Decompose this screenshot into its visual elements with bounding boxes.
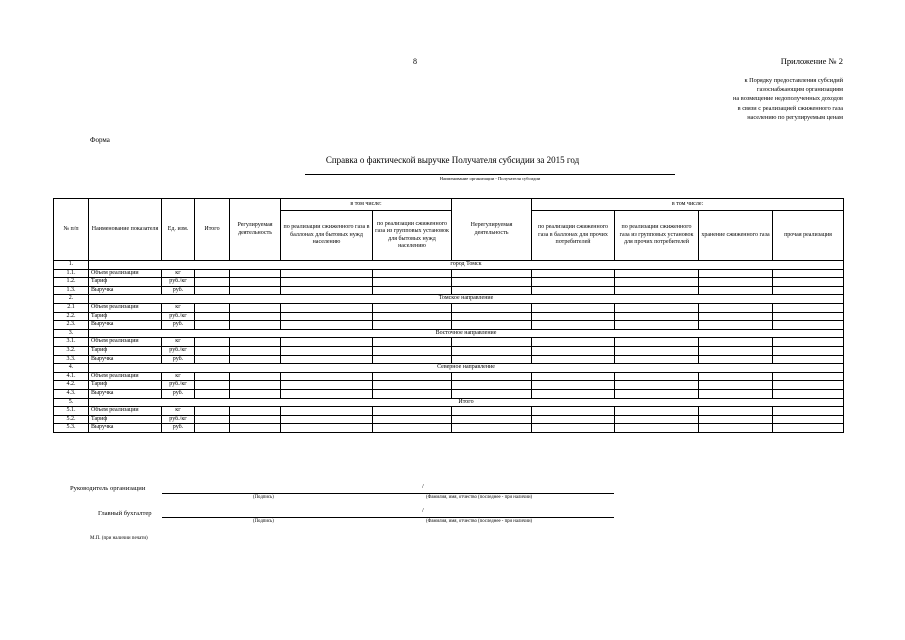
section-title: город Томск [89, 261, 844, 270]
header-regulated: Регулируемая деятельность [230, 199, 281, 261]
head-label: Руководитель организации [70, 485, 146, 492]
table-row [54, 346, 844, 355]
value-cell[interactable] [373, 372, 452, 381]
section-row [54, 398, 844, 407]
row-name: Объем реализации [89, 338, 162, 347]
value-cell[interactable] [615, 278, 699, 287]
row-name: Выручка [89, 321, 162, 330]
value-cell[interactable] [230, 338, 281, 347]
value-cell[interactable] [281, 321, 373, 330]
section-number: 5. [54, 398, 89, 407]
row-unit: руб. [162, 355, 195, 364]
value-cell[interactable] [230, 372, 281, 381]
value-cell[interactable] [195, 355, 230, 364]
table-row [54, 321, 844, 330]
section-title: Томское направление [89, 295, 844, 304]
row-number: 3.3. [54, 355, 89, 364]
value-cell[interactable] [195, 381, 230, 390]
org-name-caption: Наименование организации - Получателя субсидии [439, 176, 541, 181]
value-cell[interactable] [230, 278, 281, 287]
row-number: 2.3. [54, 321, 89, 330]
row-unit: руб. [162, 389, 195, 398]
value-cell[interactable] [452, 321, 532, 330]
row-number: 1.3. [54, 286, 89, 295]
value-cell[interactable] [773, 355, 844, 364]
value-cell[interactable] [230, 407, 281, 416]
value-cell[interactable] [532, 389, 615, 398]
value-cell[interactable] [373, 303, 452, 312]
table-row [54, 338, 844, 347]
value-cell[interactable] [773, 389, 844, 398]
accountant-signature-caption: (Подпись) [253, 519, 274, 524]
value-cell[interactable] [699, 346, 773, 355]
row-number: 5.1. [54, 407, 89, 416]
value-cell[interactable] [373, 355, 452, 364]
value-cell[interactable] [615, 312, 699, 321]
value-cell[interactable] [373, 278, 452, 287]
value-cell[interactable] [373, 346, 452, 355]
value-cell[interactable] [281, 407, 373, 416]
value-cell[interactable] [373, 321, 452, 330]
value-cell[interactable] [532, 286, 615, 295]
appendix-label: Приложение № 2 [780, 56, 843, 66]
row-number: 4.2. [54, 381, 89, 390]
table-row [54, 269, 844, 278]
value-cell[interactable] [230, 312, 281, 321]
note-line: на возмещение недополученных доходов [733, 95, 843, 103]
value-cell[interactable] [699, 424, 773, 433]
note-line: к Порядку предоставления субсидий [744, 77, 843, 84]
value-cell[interactable] [452, 269, 532, 278]
table-row [54, 407, 844, 416]
table-row [54, 424, 844, 433]
value-cell[interactable] [195, 269, 230, 278]
value-cell[interactable] [532, 303, 615, 312]
row-name: Тариф [89, 278, 162, 287]
value-cell[interactable] [452, 346, 532, 355]
value-cell[interactable] [230, 389, 281, 398]
head-signature-caption: (Подпись) [253, 495, 274, 500]
value-cell[interactable] [532, 407, 615, 416]
value-cell[interactable] [195, 407, 230, 416]
value-cell[interactable] [615, 269, 699, 278]
value-cell[interactable] [532, 312, 615, 321]
value-cell[interactable] [615, 286, 699, 295]
value-cell[interactable] [532, 269, 615, 278]
row-name: Выручка [89, 286, 162, 295]
value-cell[interactable] [532, 424, 615, 433]
value-cell[interactable] [452, 286, 532, 295]
row-number: 1.2. [54, 278, 89, 287]
note-line: газоснабжающим организациям [756, 86, 843, 94]
value-cell[interactable] [699, 372, 773, 381]
value-cell[interactable] [699, 269, 773, 278]
value-cell[interactable] [195, 321, 230, 330]
value-cell[interactable] [230, 424, 281, 433]
section-row [54, 364, 844, 373]
value-cell[interactable] [373, 338, 452, 347]
head-signature-line [162, 493, 614, 494]
header-including: в том числе: [281, 199, 452, 211]
value-cell[interactable] [230, 303, 281, 312]
value-cell[interactable] [230, 321, 281, 330]
value-cell[interactable] [281, 338, 373, 347]
row-unit: кг [162, 407, 195, 416]
value-cell[interactable] [373, 286, 452, 295]
table-row [54, 303, 844, 312]
value-cell[interactable] [195, 415, 230, 424]
value-cell[interactable] [452, 415, 532, 424]
row-unit: руб. [162, 286, 195, 295]
row-number: 3.1. [54, 338, 89, 347]
page-number: 8 [413, 57, 417, 66]
section-number: 4. [54, 364, 89, 373]
head-slash: / [422, 483, 424, 490]
row-number: 5.3. [54, 424, 89, 433]
value-cell[interactable] [281, 286, 373, 295]
row-name: Объем реализации [89, 372, 162, 381]
accountant-label: Главный бухгалтер [98, 510, 152, 517]
value-cell[interactable] [230, 355, 281, 364]
row-unit: кг [162, 303, 195, 312]
table-row [54, 381, 844, 390]
value-cell[interactable] [773, 346, 844, 355]
value-cell[interactable] [532, 278, 615, 287]
value-cell[interactable] [615, 407, 699, 416]
row-number: 4.3. [54, 389, 89, 398]
header-other-balloons: по реализации сжиженного газа в баллонах для прочих потребителей [532, 211, 615, 261]
header-other-group: по реализации сжиженного газа из групповых установок для прочих потребителей [615, 211, 699, 261]
value-cell[interactable] [281, 303, 373, 312]
header-including-2: в том числе: [532, 199, 844, 211]
value-cell[interactable] [230, 286, 281, 295]
section-title: Итого [89, 398, 844, 407]
value-cell[interactable] [615, 381, 699, 390]
value-cell[interactable] [195, 278, 230, 287]
value-cell[interactable] [373, 312, 452, 321]
value-cell[interactable] [452, 424, 532, 433]
section-row [54, 295, 844, 304]
row-unit: руб./кг [162, 346, 195, 355]
value-cell[interactable] [195, 286, 230, 295]
row-name: Объем реализации [89, 407, 162, 416]
header-household-group: по реализации сжиженного газа из групповых установок для бытовых нужд населению [373, 211, 452, 261]
value-cell[interactable] [699, 278, 773, 287]
form-label: Форма [90, 136, 110, 144]
row-name: Тариф [89, 346, 162, 355]
table-row [54, 372, 844, 381]
value-cell[interactable] [773, 278, 844, 287]
row-unit: руб. [162, 424, 195, 433]
value-cell[interactable] [615, 303, 699, 312]
value-cell[interactable] [281, 424, 373, 433]
row-number: 4.1. [54, 372, 89, 381]
section-number: 2. [54, 295, 89, 304]
value-cell[interactable] [699, 355, 773, 364]
value-cell[interactable] [373, 269, 452, 278]
value-cell[interactable] [615, 355, 699, 364]
value-cell[interactable] [195, 372, 230, 381]
value-cell[interactable] [230, 415, 281, 424]
row-name: Выручка [89, 424, 162, 433]
accountant-signature-line [162, 517, 614, 518]
table-row [54, 415, 844, 424]
accountant-name-caption: (Фамилия, имя, отчество (последнее - при наличии) [426, 519, 533, 524]
value-cell[interactable] [281, 269, 373, 278]
section-number: 1. [54, 261, 89, 270]
table-row [54, 278, 844, 287]
value-cell[interactable] [615, 338, 699, 347]
value-cell[interactable] [452, 389, 532, 398]
value-cell[interactable] [773, 338, 844, 347]
value-cell[interactable] [195, 303, 230, 312]
header-num: № п/п [54, 199, 89, 261]
value-cell[interactable] [773, 381, 844, 390]
row-unit: руб./кг [162, 415, 195, 424]
value-cell[interactable] [452, 278, 532, 287]
value-cell[interactable] [773, 415, 844, 424]
value-cell[interactable] [532, 381, 615, 390]
value-cell[interactable] [699, 415, 773, 424]
value-cell[interactable] [699, 389, 773, 398]
value-cell[interactable] [195, 389, 230, 398]
value-cell[interactable] [699, 338, 773, 347]
header-name: Наименование показателя [89, 199, 162, 261]
value-cell[interactable] [281, 381, 373, 390]
value-cell[interactable] [532, 415, 615, 424]
value-cell[interactable] [195, 346, 230, 355]
row-unit: руб./кг [162, 312, 195, 321]
value-cell[interactable] [773, 372, 844, 381]
row-name: Тариф [89, 381, 162, 390]
value-cell[interactable] [532, 372, 615, 381]
row-number: 2.2. [54, 312, 89, 321]
header-household-balloons: по реализации сжиженного газа в баллонах для бытовых нужд населению [281, 211, 373, 261]
value-cell[interactable] [373, 389, 452, 398]
note-line: в связи с реализацией сжиженного газа [737, 104, 843, 112]
value-cell[interactable] [281, 355, 373, 364]
table-row [54, 312, 844, 321]
stamp-note: М.П. (при наличии печати) [90, 536, 148, 541]
value-cell[interactable] [699, 286, 773, 295]
table-row [54, 286, 844, 295]
header-other-sales: прочая реализация [773, 211, 844, 261]
table-row [54, 389, 844, 398]
value-cell[interactable] [773, 303, 844, 312]
table-body [54, 261, 844, 433]
value-cell[interactable] [195, 338, 230, 347]
section-title: Восточное направление [89, 329, 844, 338]
value-cell[interactable] [230, 269, 281, 278]
document-title: Справка о фактической выручке Получателя субсидии за 2015 год [325, 155, 580, 165]
table-row [54, 355, 844, 364]
row-name: Выручка [89, 355, 162, 364]
value-cell[interactable] [452, 372, 532, 381]
row-unit: кг [162, 269, 195, 278]
row-unit: кг [162, 372, 195, 381]
row-number: 5.2. [54, 415, 89, 424]
header-unit: Ед. изм. [162, 199, 195, 261]
value-cell[interactable] [281, 346, 373, 355]
value-cell[interactable] [615, 389, 699, 398]
org-name-line [305, 174, 675, 175]
row-unit: кг [162, 338, 195, 347]
row-number: 3.2. [54, 346, 89, 355]
value-cell[interactable] [281, 389, 373, 398]
value-cell[interactable] [615, 424, 699, 433]
row-name: Объем реализации [89, 303, 162, 312]
row-unit: руб./кг [162, 278, 195, 287]
value-cell[interactable] [699, 321, 773, 330]
row-name: Объем реализации [89, 269, 162, 278]
section-number: 3. [54, 329, 89, 338]
value-cell[interactable] [452, 355, 532, 364]
value-cell[interactable] [615, 346, 699, 355]
value-cell[interactable] [773, 312, 844, 321]
row-name: Выручка [89, 389, 162, 398]
value-cell[interactable] [452, 312, 532, 321]
value-cell[interactable] [699, 303, 773, 312]
value-cell[interactable] [195, 312, 230, 321]
value-cell[interactable] [532, 346, 615, 355]
row-number: 1.1. [54, 269, 89, 278]
accountant-slash: / [422, 507, 424, 514]
value-cell[interactable] [615, 415, 699, 424]
value-cell[interactable] [281, 278, 373, 287]
value-cell[interactable] [699, 312, 773, 321]
value-cell[interactable] [230, 381, 281, 390]
value-cell[interactable] [773, 407, 844, 416]
row-unit: руб./кг [162, 381, 195, 390]
section-row [54, 261, 844, 270]
note-line: населению по регулируемым ценам [747, 113, 843, 121]
value-cell[interactable] [699, 407, 773, 416]
value-cell[interactable] [195, 424, 230, 433]
value-cell[interactable] [615, 321, 699, 330]
value-cell[interactable] [281, 415, 373, 424]
section-row [54, 329, 844, 338]
row-unit: руб. [162, 321, 195, 330]
row-number: 2.1 [54, 303, 89, 312]
row-name: Тариф [89, 312, 162, 321]
header-unregulated: Нерегулируемая деятельность [452, 199, 532, 261]
value-cell[interactable] [373, 407, 452, 416]
value-cell[interactable] [281, 372, 373, 381]
value-cell[interactable] [699, 381, 773, 390]
value-cell[interactable] [373, 415, 452, 424]
value-cell[interactable] [452, 303, 532, 312]
header-total: Итого [195, 199, 230, 261]
value-cell[interactable] [452, 381, 532, 390]
header-storage: хранение сжиженного газа [699, 211, 773, 261]
value-cell[interactable] [281, 312, 373, 321]
value-cell[interactable] [615, 372, 699, 381]
value-cell[interactable] [773, 269, 844, 278]
value-cell[interactable] [373, 381, 452, 390]
appendix-note [733, 76, 843, 122]
value-cell[interactable] [452, 407, 532, 416]
revenue-table [53, 198, 844, 433]
value-cell[interactable] [532, 338, 615, 347]
value-cell[interactable] [532, 355, 615, 364]
value-cell[interactable] [452, 338, 532, 347]
value-cell[interactable] [773, 286, 844, 295]
value-cell[interactable] [373, 424, 452, 433]
value-cell[interactable] [532, 321, 615, 330]
value-cell[interactable] [773, 424, 844, 433]
value-cell[interactable] [773, 321, 844, 330]
value-cell[interactable] [230, 346, 281, 355]
row-name: Тариф [89, 415, 162, 424]
section-title: Северное направление [89, 364, 844, 373]
head-name-caption: (Фамилия, имя, отчество (последнее - при наличии) [426, 495, 533, 500]
